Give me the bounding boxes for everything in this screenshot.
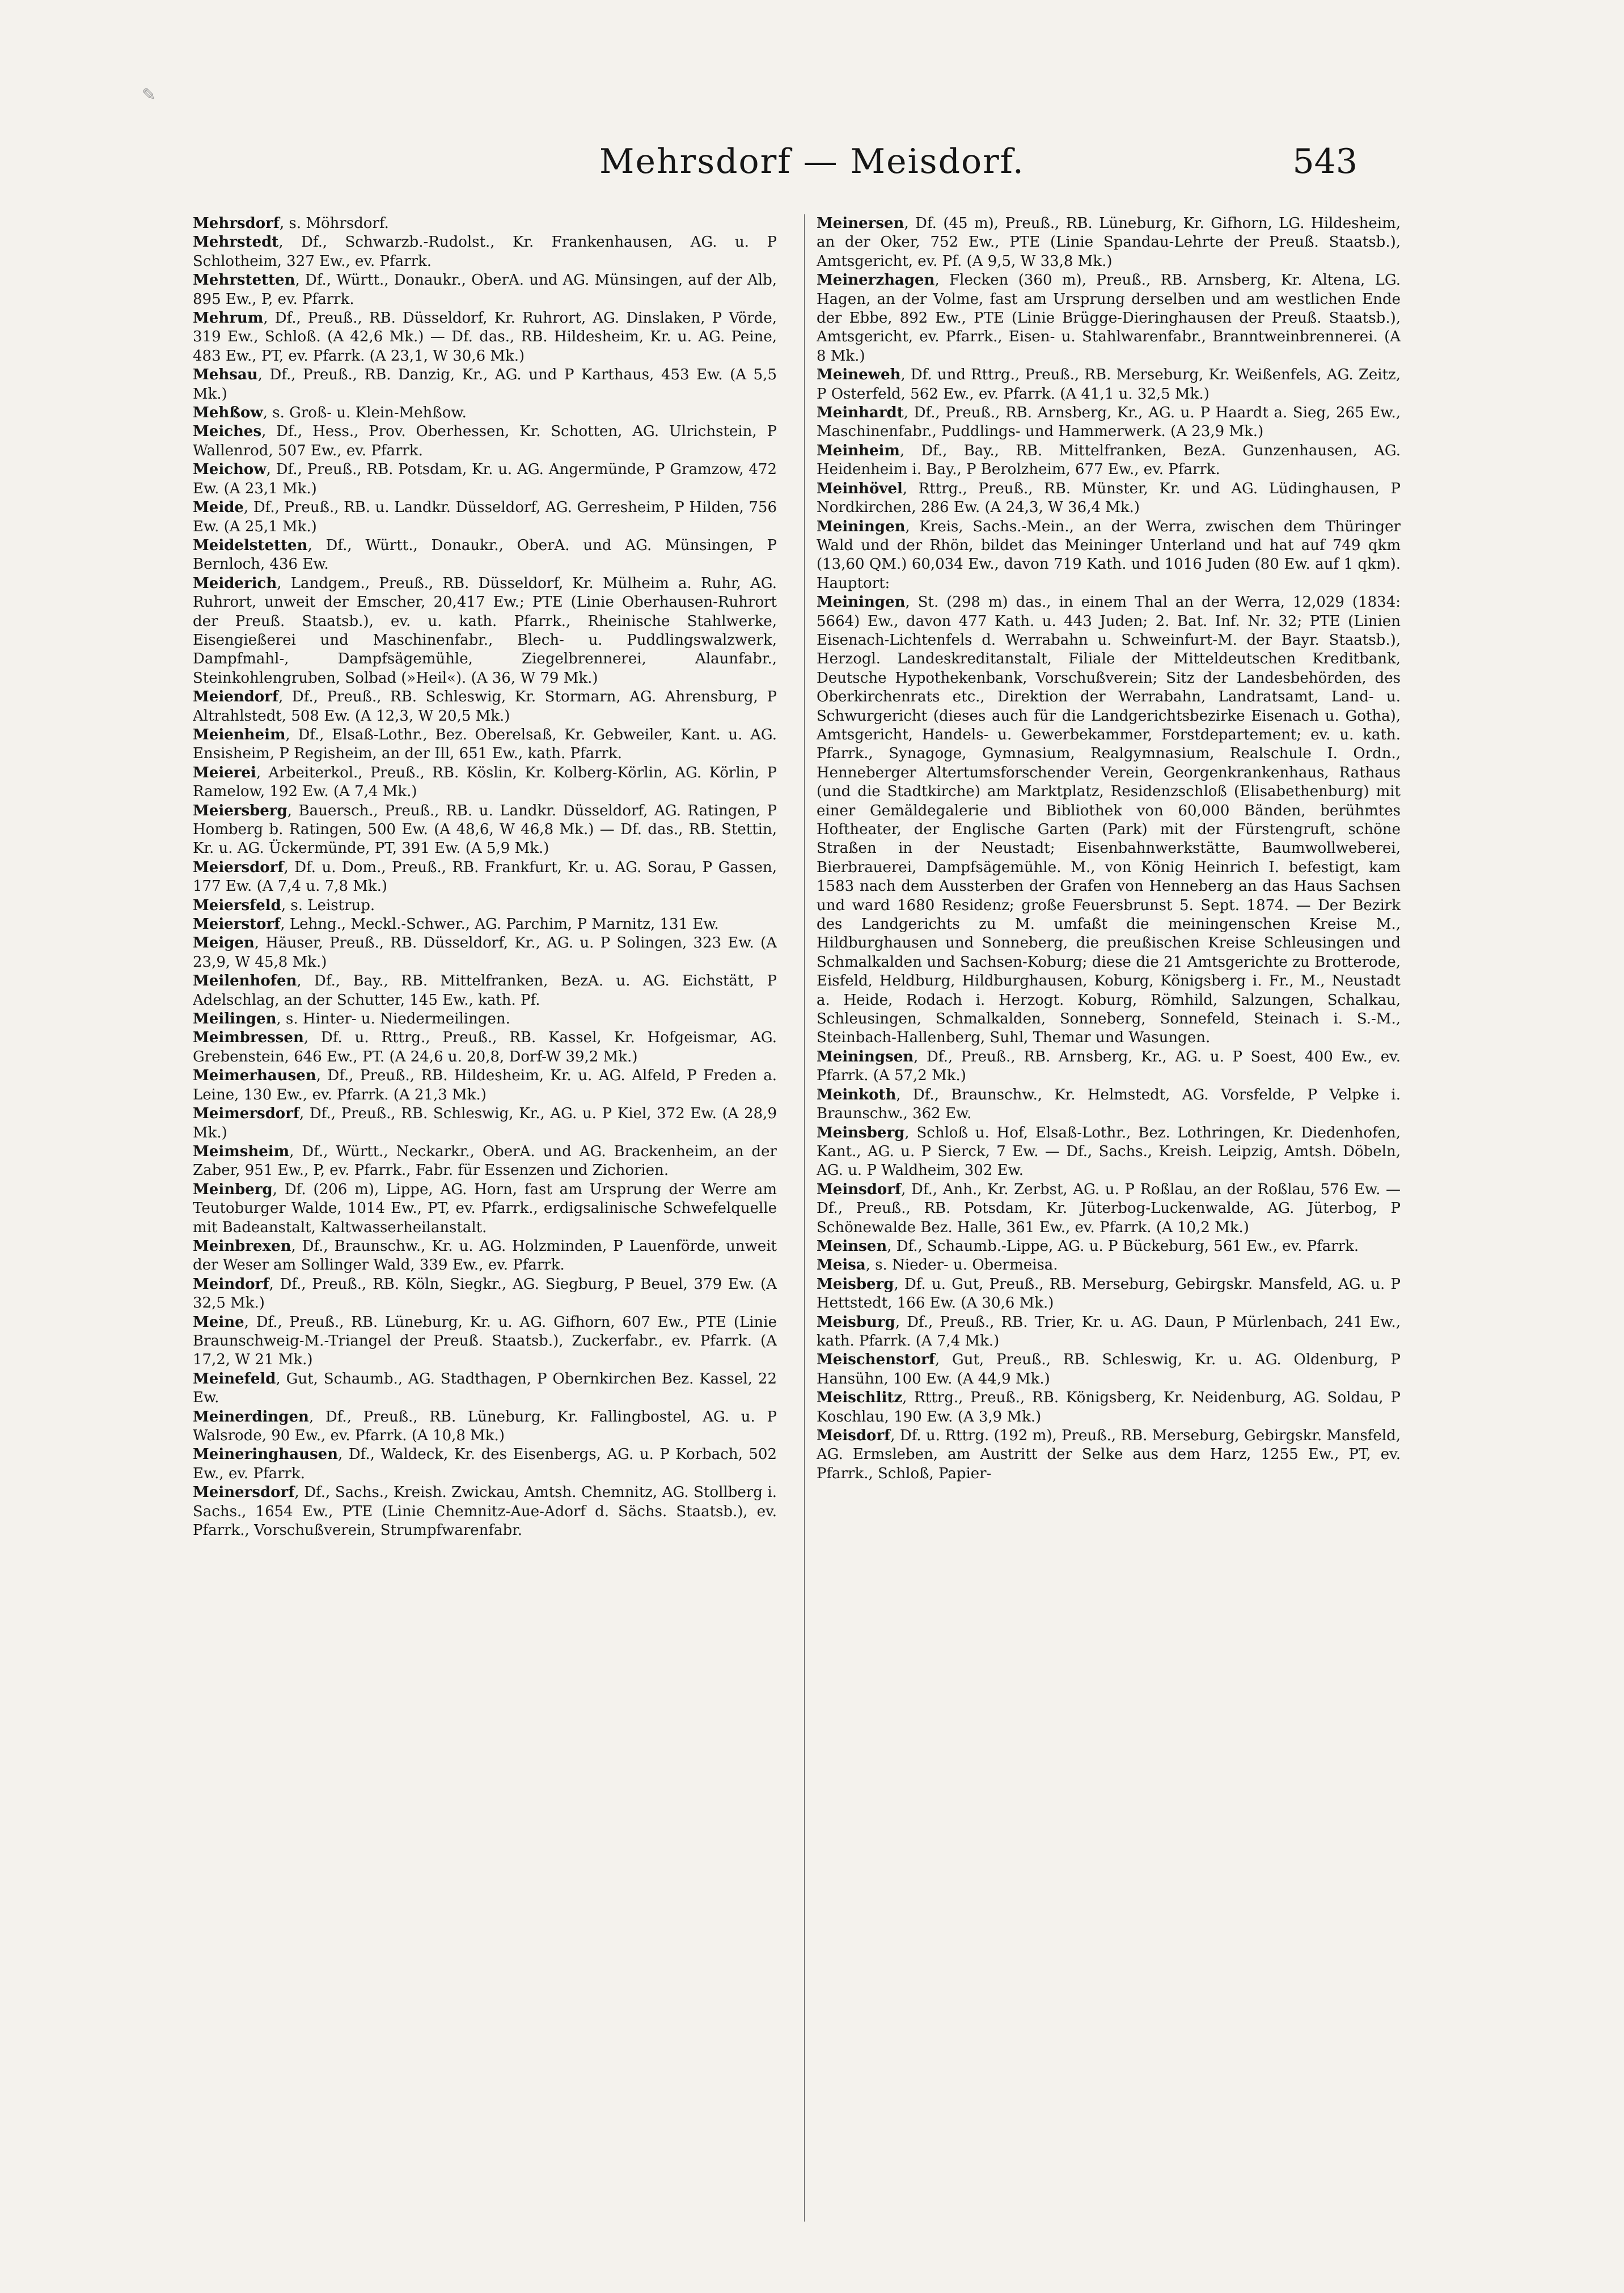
gazetteer-entry [193, 404, 777, 422]
entry-headword: Meinheim [817, 442, 900, 459]
entry-text: , Df. und Rttrg., Preuß., RB. Merseburg, Kr. Weißenfels, AG. Zeitz, P Osterfeld, 562 Ew., ev. Pfarrk. (A 41,1 u. 32,5 Mk.) [817, 366, 1401, 403]
entry-text: , Gut, Preuß., RB. Schleswig, Kr. u. AG. Oldenburg, P Hansühn, 100 Ew. (A 44,9 Mk.) [817, 1351, 1401, 1387]
entry-headword: Meinberg [193, 1181, 273, 1198]
corner-smudge: ✎ [142, 85, 157, 105]
entry-text: , Df. (206 m), Lippe, AG. Horn, fast am Ursprung der Werre am Teutoburger Walde, 1014 Ew., PT, ev. Pfarrk., erdigsalinische Schwefelquelle mit Badeanstalt, Kaltwasserheilanstalt. [193, 1181, 777, 1236]
gazetteer-entry [193, 934, 777, 972]
gazetteer-entry [193, 233, 777, 271]
entry-text: , St. (298 m) das., in einem Thal an der Werra, 12,029 (1834: 5664) Ew., davon 477 Kath. u. 443 Juden; 2. Bat. Inf. Nr. 32; PTE (Linien Eisenach-Lichtenfels d. Werrabahn u. Schweinfurt-M. der Bayr. Staatsb.), Herzogl. Landeskreditanstalt, Filiale der Mitteldeutschen Kreditbank, Deutsche Hypothekenbank, Vorschußverein; Sitz der Landesbehörden, des Oberkirchenrats etc., Direktion der Werrabahn, Landratsamt, Land- u. Schwurgericht (dieses auch für die Landgerichtsbezirke Eisenach u. Gotha), Amtsgericht, Handels- u. Gewerbekammer, Forstdepartement; ev. u. kath. Pfarrk., Synagoge, Gymnasium, Realgymnasium, Realschule I. Ordn., Henneberger Altertumsforschender Verein, Georgenkrankenhaus, Rathaus (und die Stadtkirche) am Marktplatz, Residenzschloß (Elisabethenburg) mit einer Gemäldegalerie und Bibliothek von 60,000 Bänden, berühmtes Hoftheater, der Englische Garten (Park) mit der Fürstengruft, schöne Straßen in der Neustadt; Eisenbahnwerkstätte, Baumwollweberei, Bierbrauerei, Dampfsägemühle. M., von König Heinrich I. befestigt, kam 1583 nach dem Aussterben der Grafen von Henneberg an das Haus Sachsen und ward 1680 Residenz; große Feuersbrunst 5. Sept. 1874. — Der Bezirk des Landgerichts zu M. umfaßt die meiningenschen Kreise M., Hildburghausen und Sonneberg, die preußischen Kreise Schleusingen und Schmalkalden und Sachsen-Koburg; diese die 21 Amtsgerichte zu Brotterode, Eisfeld, Heldburg, Hildburghausen, Koburg, Königsberg i. Fr., M., Neustadt a. Heide, Rodach i. Herzogt. Koburg, Römhild, Salzungen, Schalkau, Schleusingen, Schmalkalden, Sonneberg, Sonnefeld, Steinach i. S.-M., Steinbach-Hallenberg, Suhl, Themar und Wasungen. [817, 594, 1401, 1047]
entry-text: , Df., Elsaß-Lothr., Bez. Oberelsaß, Kr. Gebweiler, Kant. u. AG. Ensisheim, P Regisheim, an der Ill, 651 Ew., kath. Pfarrk. [193, 726, 777, 763]
entry-text: , Df., Waldeck, Kr. des Eisenbergs, AG. u. P Korbach, 502 Ew., ev. Pfarrk. [193, 1446, 777, 1482]
entry-headword: Mehsau [193, 366, 258, 384]
entry-headword: Meischenstorf [817, 1351, 935, 1369]
entry-text: , Df., Württ., Donaukr., OberA. und AG. Münsingen, P Bernloch, 436 Ew. [193, 536, 777, 573]
entry-headword: Meimsheim [193, 1143, 290, 1160]
entry-text: , Rttrg., Preuß., RB. Königsberg, Kr. Neidenburg, AG. Soldau, P Koschlau, 190 Ew. (A 3,9 Mk.) [817, 1389, 1401, 1425]
entry-headword: Meinkoth [817, 1086, 896, 1103]
page-title: Mehrsdorf — Meisdorf. [599, 142, 1025, 181]
entry-text: , Häuser, Preuß., RB. Düsseldorf, Kr., AG. u. P Solingen, 323 Ew. (A 23,9, W 45,8 Mk.) [193, 934, 777, 971]
gazetteer-entry [193, 1237, 777, 1275]
entry-headword: Meichow [193, 461, 267, 479]
gazetteer-entry [817, 404, 1401, 442]
entry-headword: Meiningen [817, 594, 906, 611]
entry-headword: Meiersberg [193, 802, 287, 819]
entry-headword: Mehrsdorf [193, 215, 280, 232]
entry-text: , Df., Preuß., RB. Düsseldorf, Kr. Ruhrort, AG. Dinslaken, P Vörde, 319 Ew., Schloß. (A 42,6 Mk.) — Df. das., RB. Hildesheim, Kr. u. AG. Peine, 483 Ew., PT, ev. Pfarrk. (A 23,1, W 30,6 Mk.) [193, 310, 777, 365]
entry-headword: Meisberg [817, 1275, 894, 1293]
gazetteer-entry [817, 1181, 1401, 1237]
entry-text: , Df., Sachs., Kreish. Zwickau, Amtsh. Chemnitz, AG. Stollberg i. Sachs., 1654 Ew., PTE (Linie Chemnitz-Aue-Adorf d. Sächs. Staatsb.), ev. Pfarrk., Vorschußverein, Strumpfwarenfabr. [193, 1484, 777, 1539]
gazetteer-entry [193, 1313, 777, 1370]
entry-text: , Df. u. Dom., Preuß., RB. Frankfurt, Kr. u. AG. Sorau, P Gassen, 177 Ew. (A 7,4 u. 7,8 Mk.) [193, 858, 777, 895]
entry-headword: Meigen [193, 934, 255, 952]
entry-text: , s. Nieder- u. Obermeisa. [865, 1257, 1058, 1274]
entry-headword: Meiches [193, 423, 262, 441]
gazetteer-entry [817, 1256, 1401, 1275]
entry-headword: Mehrum [193, 310, 264, 327]
entry-text: , s. Hinter- u. Niedermeilingen. [276, 1010, 510, 1028]
gazetteer-entry [817, 518, 1401, 594]
entry-headword: Meinerzhagen [817, 272, 935, 289]
gazetteer-entry [193, 422, 777, 460]
entry-text: , Df. u. Rttrg. (192 m), Preuß., RB. Merseburg, Gebirgskr. Mansfeld, AG. Ermsleben, am Austritt der Selke aus dem Harz, 1255 Ew., PT, ev. Pfarrk., Schloß, Papier- [817, 1427, 1401, 1482]
entry-headword: Meidelstetten [193, 536, 308, 554]
gazetteer-entry [817, 1237, 1401, 1256]
gazetteer-entry [193, 498, 777, 536]
entry-text: , Df., Preuß., RB. Arnsberg, Kr., AG. u. P Haardt a. Sieg, 265 Ew., Maschinenfabr., Puddlings- und Hammerwerk. (A 23,9 Mk.) [817, 404, 1401, 441]
gazetteer-entry [193, 915, 777, 934]
entry-text: , Df., Bay., RB. Mittelfranken, BezA. Gunzenhausen, AG. Heidenheim i. Bay., P Berolzheim, 677 Ew., ev. Pfarrk. [817, 442, 1401, 479]
entry-headword: Meide [193, 499, 244, 517]
gazetteer-entry [193, 366, 777, 404]
entry-text: , Df., Schwarzb.-Rudolst., Kr. Frankenhausen, AG. u. P Schlotheim, 327 Ew., ev. Pfarrk. [193, 234, 777, 270]
entry-text: , Df., Hess., Prov. Oberhessen, Kr. Schotten, AG. Ulrichstein, P Wallenrod, 507 Ew., ev. Pfarrk. [193, 423, 777, 459]
entry-text: , Rttrg., Preuß., RB. Münster, Kr. und AG. Lüdinghausen, P Nordkirchen, 286 Ew. (A 24,3, W 36,4 Mk.) [817, 480, 1401, 517]
gazetteer-entry [193, 1143, 777, 1181]
entry-text: , Df., Preuß., RB. u. Landkr. Düsseldorf, AG. Gerresheim, P Hilden, 756 Ew. (A 25,1 Mk.) [193, 499, 777, 535]
entry-text: , Df., Preuß., RB. Potsdam, Kr. u. AG. Angermünde, P Gramzow, 472 Ew. (A 23,1 Mk.) [193, 461, 777, 497]
entry-text: , Flecken (360 m), Preuß., RB. Arnsberg, Kr. Altena, LG. Hagen, an der Volme, fast am Ursprung derselben und am westlichen Ende der Ebbe, 892 Ew., PTE (Linie Brügge-Dieringhausen der Preuß. Staatsb.), Amtsgericht, ev. Pfarrk., Eisen- u. Stahlwarenfabr., Branntweinbrennerei. (A 8 Mk.) [817, 272, 1401, 365]
entry-text: , Df., Preuß., RB. Köln, Siegkr., AG. Siegburg, P Beuel, 379 Ew. (A 32,5 Mk.) [193, 1275, 777, 1312]
gazetteer-entry [193, 1483, 777, 1540]
entry-text: , Schloß u. Hof, Elsaß-Lothr., Bez. Lothringen, Kr. Diedenhofen, Kant., AG. u. P Sierck, 7 Ew. — Df., Sachs., Kreish. Leipzig, Amtsh. Döbeln, AG. u. P Waldheim, 302 Ew. [817, 1124, 1401, 1179]
entry-text: , Df., Preuß., RB. Schleswig, Kr. Stormarn, AG. Ahrensburg, P Altrahlstedt, 508 Ew. (A 12,3, W 20,5 Mk.) [193, 688, 777, 725]
gazetteer-entry [817, 366, 1401, 404]
column-divider [804, 214, 805, 2222]
entry-text: , Df. u. Rttrg., Preuß., RB. Kassel, Kr. Hofgeismar, AG. Grebenstein, 646 Ew., PT. (A 24,6 u. 20,8, Dorf-W 39,2 Mk.) [193, 1029, 777, 1065]
entry-headword: Mehrstetten [193, 272, 295, 289]
entry-headword: Meiderich [193, 574, 277, 592]
left-column [193, 214, 777, 2244]
entry-headword: Meinerdingen [193, 1408, 309, 1425]
entry-text: , Df., Preuß., RB. Hildesheim, Kr. u. AG. Alfeld, P Freden a. Leine, 130 Ew., ev. Pfarrk. (A 21,3 Mk.) [193, 1067, 777, 1103]
entry-text: , s. Möhrsdorf. [279, 215, 389, 232]
entry-headword: Meilenhofen [193, 972, 297, 990]
page-header [0, 142, 1624, 193]
gazetteer-entry [817, 593, 1401, 1048]
gazetteer-entry [817, 1427, 1401, 1483]
entry-text: , Df., Braunschw., Kr. Helmstedt, AG. Vorsfelde, P Velpke i. Braunschw., 362 Ew. [817, 1086, 1401, 1123]
entry-text: , Gut, Schaumb., AG. Stadthagen, P Obernkirchen Bez. Kassel, 22 Ew. [193, 1370, 777, 1407]
entry-headword: Meiersdorf [193, 858, 284, 876]
gazetteer-entry [817, 480, 1401, 518]
entry-text: , Df., Preuß., RB. Danzig, Kr., AG. und P Karthaus, 453 Ew. (A 5,5 Mk.) [193, 366, 777, 403]
entry-headword: Meinbrexen [193, 1237, 291, 1255]
entry-headword: Meisa [817, 1257, 866, 1274]
entry-text: , Df., Preuß., RB. Lüneburg, Kr. Fallingbostel, AG. u. P Walsrode, 90 Ew., ev. Pfarrk. (A 10,8 Mk.) [193, 1408, 777, 1444]
gazetteer-entry [193, 214, 777, 233]
gazetteer-entry [193, 858, 777, 896]
entry-headword: Meinsen [817, 1237, 887, 1255]
entry-text: , Landgem., Preuß., RB. Düsseldorf, Kr. Mülheim a. Ruhr, AG. Ruhrort, unweit der Emscher, 20,417 Ew.; PTE (Linie Oberhausen-Ruhrort der Preuß. Staatsb.), ev. u. kath. Pfarrk., Rheinische Stahlwerke, Eisengießerei und Maschinenfabr., Blech- u. Puddlingswalzwerk, Dampfmahl-, Dampfsägemühle, Ziegelbrennerei, Alaunfabr., Steinkohlengruben, Solbad (»Heil«). (A 36, W 79 Mk.) [193, 574, 777, 687]
gazetteer-entry [817, 1313, 1401, 1351]
gazetteer-entry [817, 271, 1401, 366]
entry-text: , Lehng., Meckl.-Schwer., AG. Parchim, P Marnitz, 131 Ew. [280, 916, 719, 933]
entry-headword: Mehrstedt [193, 234, 279, 251]
entry-text: , s. Groß- u. Klein-Mehßow. [263, 404, 467, 422]
gazetteer-entry [193, 1029, 777, 1067]
entry-headword: Meinersen [817, 215, 904, 232]
gazetteer-entry [193, 688, 777, 726]
entry-text: , Df., Württ., Neckarkr., OberA. und AG. Brackenheim, an der Zaber, 951 Ew., P, ev. Pfarrk., Fabr. für Essenzen und Zichorien. [193, 1143, 777, 1179]
entry-text: , Df., Württ., Donaukr., OberA. und AG. Münsingen, auf der Alb, 895 Ew., P, ev. Pfarrk. [193, 272, 777, 308]
gazetteer-entry [193, 1010, 777, 1029]
entry-headword: Meienheim [193, 726, 286, 743]
right-column [817, 214, 1401, 2244]
gazetteer-entry [817, 1048, 1401, 1086]
entry-headword: Meinsberg [817, 1124, 905, 1141]
gazetteer-entry [193, 726, 777, 764]
entry-headword: Meierstorf [193, 916, 281, 933]
entry-headword: Meimersdorf [193, 1105, 299, 1123]
gazetteer-entry [193, 1067, 777, 1105]
gazetteer-entry [193, 1181, 777, 1237]
entry-text: , Df., Schaumb.-Lippe, AG. u. P Bückeburg, 561 Ew., ev. Pfarrk. [887, 1237, 1359, 1255]
gazetteer-entry [193, 1408, 777, 1446]
entry-text: , Df., Anh., Kr. Zerbst, AG. u. P Roßlau, an der Roßlau, 576 Ew. — Df., Preuß., RB. Potsdam, Kr. Jüterbog-Luckenwalde, AG. Jüterbog, P Schönewalde Bez. Halle, 361 Ew., ev. Pfarrk. (A 10,2 Mk.) [817, 1181, 1401, 1236]
entry-headword: Meimbressen [193, 1029, 304, 1047]
entry-headword: Meisdorf [817, 1427, 891, 1444]
gazetteer-entry [193, 309, 777, 366]
entry-text: , Df., Preuß., RB. Schleswig, Kr., AG. u. P Kiel, 372 Ew. (A 28,9 Mk.) [193, 1105, 777, 1141]
gazetteer-entry [193, 1275, 777, 1313]
entry-text: , Df., Preuß., RB. Lüneburg, Kr. u. AG. Gifhorn, 607 Ew., PTE (Linie Braunschweig-M.-Triangel der Preuß. Staatsb.), Zuckerfabr., ev. Pfarrk. (A 17,2, W 21 Mk.) [193, 1313, 777, 1369]
gazetteer-entry [817, 1086, 1401, 1124]
entry-text: , Df., Preuß., RB. Arnsberg, Kr., AG. u. P Soest, 400 Ew., ev. Pfarrk. (A 57,2 Mk.) [817, 1048, 1401, 1085]
entry-headword: Meinsdorf [817, 1181, 902, 1198]
gazetteer-entry [193, 1370, 777, 1408]
entry-text: , Df., Braunschw., Kr. u. AG. Holzminden, P Lauenförde, unweit der Weser am Sollinger Wald, 339 Ew., ev. Pfarrk. [193, 1237, 777, 1274]
entry-headword: Meiendorf [193, 688, 279, 706]
gazetteer-entry [817, 1351, 1401, 1389]
gazetteer-entry [817, 214, 1401, 271]
entry-headword: Meindorf [193, 1275, 269, 1293]
entry-headword: Meiningen [817, 518, 906, 535]
entry-headword: Meiningsen [817, 1048, 914, 1065]
entry-text: , Bauersch., Preuß., RB. u. Landkr. Düsseldorf, AG. Ratingen, P Homberg b. Ratingen, 500 Ew. (A 48,6, W 46,8 Mk.) — Df. das., RB. Stettin, Kr. u. AG. Ückermünde, PT, 391 Ew. (A 5,9 Mk.) [193, 802, 777, 857]
entry-text: , Df., Preuß., RB. Trier, Kr. u. AG. Daun, P Mürlenbach, 241 Ew., kath. Pfarrk. (A 7,4 Mk.) [817, 1313, 1401, 1349]
entry-headword: Meineweh [817, 366, 901, 384]
entry-headword: Meischlitz [817, 1389, 903, 1407]
gazetteer-entry [193, 972, 777, 1010]
gazetteer-entry [817, 1124, 1401, 1181]
gazetteer-entry [193, 271, 777, 309]
gazetteer-entry [817, 442, 1401, 480]
gazetteer-entry [817, 1275, 1401, 1313]
entry-headword: Meisburg [817, 1313, 895, 1331]
entry-text: , Arbeiterkol., Preuß., RB. Köslin, Kr. Kolberg-Körlin, AG. Körlin, P Ramelow, 192 Ew. (A 7,4 Mk.) [193, 764, 777, 801]
entry-headword: Meinhövel [817, 480, 903, 497]
gazetteer-entry [817, 1389, 1401, 1427]
entry-text: , s. Leistrup. [281, 896, 375, 914]
entry-headword: Meineringhausen [193, 1446, 339, 1463]
gazetteer-entry [193, 536, 777, 574]
entry-headword: Meiersfeld [193, 896, 281, 914]
entry-headword: Meinefeld [193, 1370, 276, 1387]
entry-headword: Meimerhausen [193, 1067, 316, 1085]
entry-headword: Meinersdorf [193, 1484, 295, 1501]
gazetteer-entry [193, 764, 777, 802]
entry-text: , Df. (45 m), Preuß., RB. Lüneburg, Kr. Gifhorn, LG. Hildesheim, an der Oker, 752 Ew., PTE (Linie Spandau-Lehrte der Preuß. Staatsb.), Amtsgericht, ev. Pf. (A 9,5, W 33,8 Mk.) [817, 215, 1401, 270]
entry-headword: Mehßow [193, 404, 263, 422]
gazetteer-entry [193, 574, 777, 688]
entry-headword: Meinhardt [817, 404, 904, 422]
gazetteer-entry [193, 802, 777, 858]
entry-headword: Meierei [193, 764, 256, 781]
entry-headword: Meilingen [193, 1010, 277, 1028]
entry-text: , Df. u. Gut, Preuß., RB. Merseburg, Gebirgskr. Mansfeld, AG. u. P Hettstedt, 166 Ew. (A 30,6 Mk.) [817, 1275, 1401, 1312]
gazetteer-entry [193, 1105, 777, 1143]
entry-text: , Kreis, Sachs.-Mein., an der Werra, zwischen dem Thüringer Wald und der Rhön, bildet das Meininger Unterland und hat auf 749 qkm (13,60 QM.) 60,034 Ew., davon 719 Kath. und 1016 Juden (80 Ew. auf 1 qkm). Hauptort: [817, 518, 1401, 592]
entry-headword: Meine [193, 1313, 244, 1331]
gazetteer-entry [193, 460, 777, 498]
gazetteer-entry [193, 896, 777, 915]
entry-text: , Df., Bay., RB. Mittelfranken, BezA. u. AG. Eichstätt, P Adelschlag, an der Schutter, 145 Ew., kath. Pf. [193, 972, 777, 1009]
page-number: 543 [1292, 142, 1357, 181]
gazetteer-entry [193, 1445, 777, 1483]
